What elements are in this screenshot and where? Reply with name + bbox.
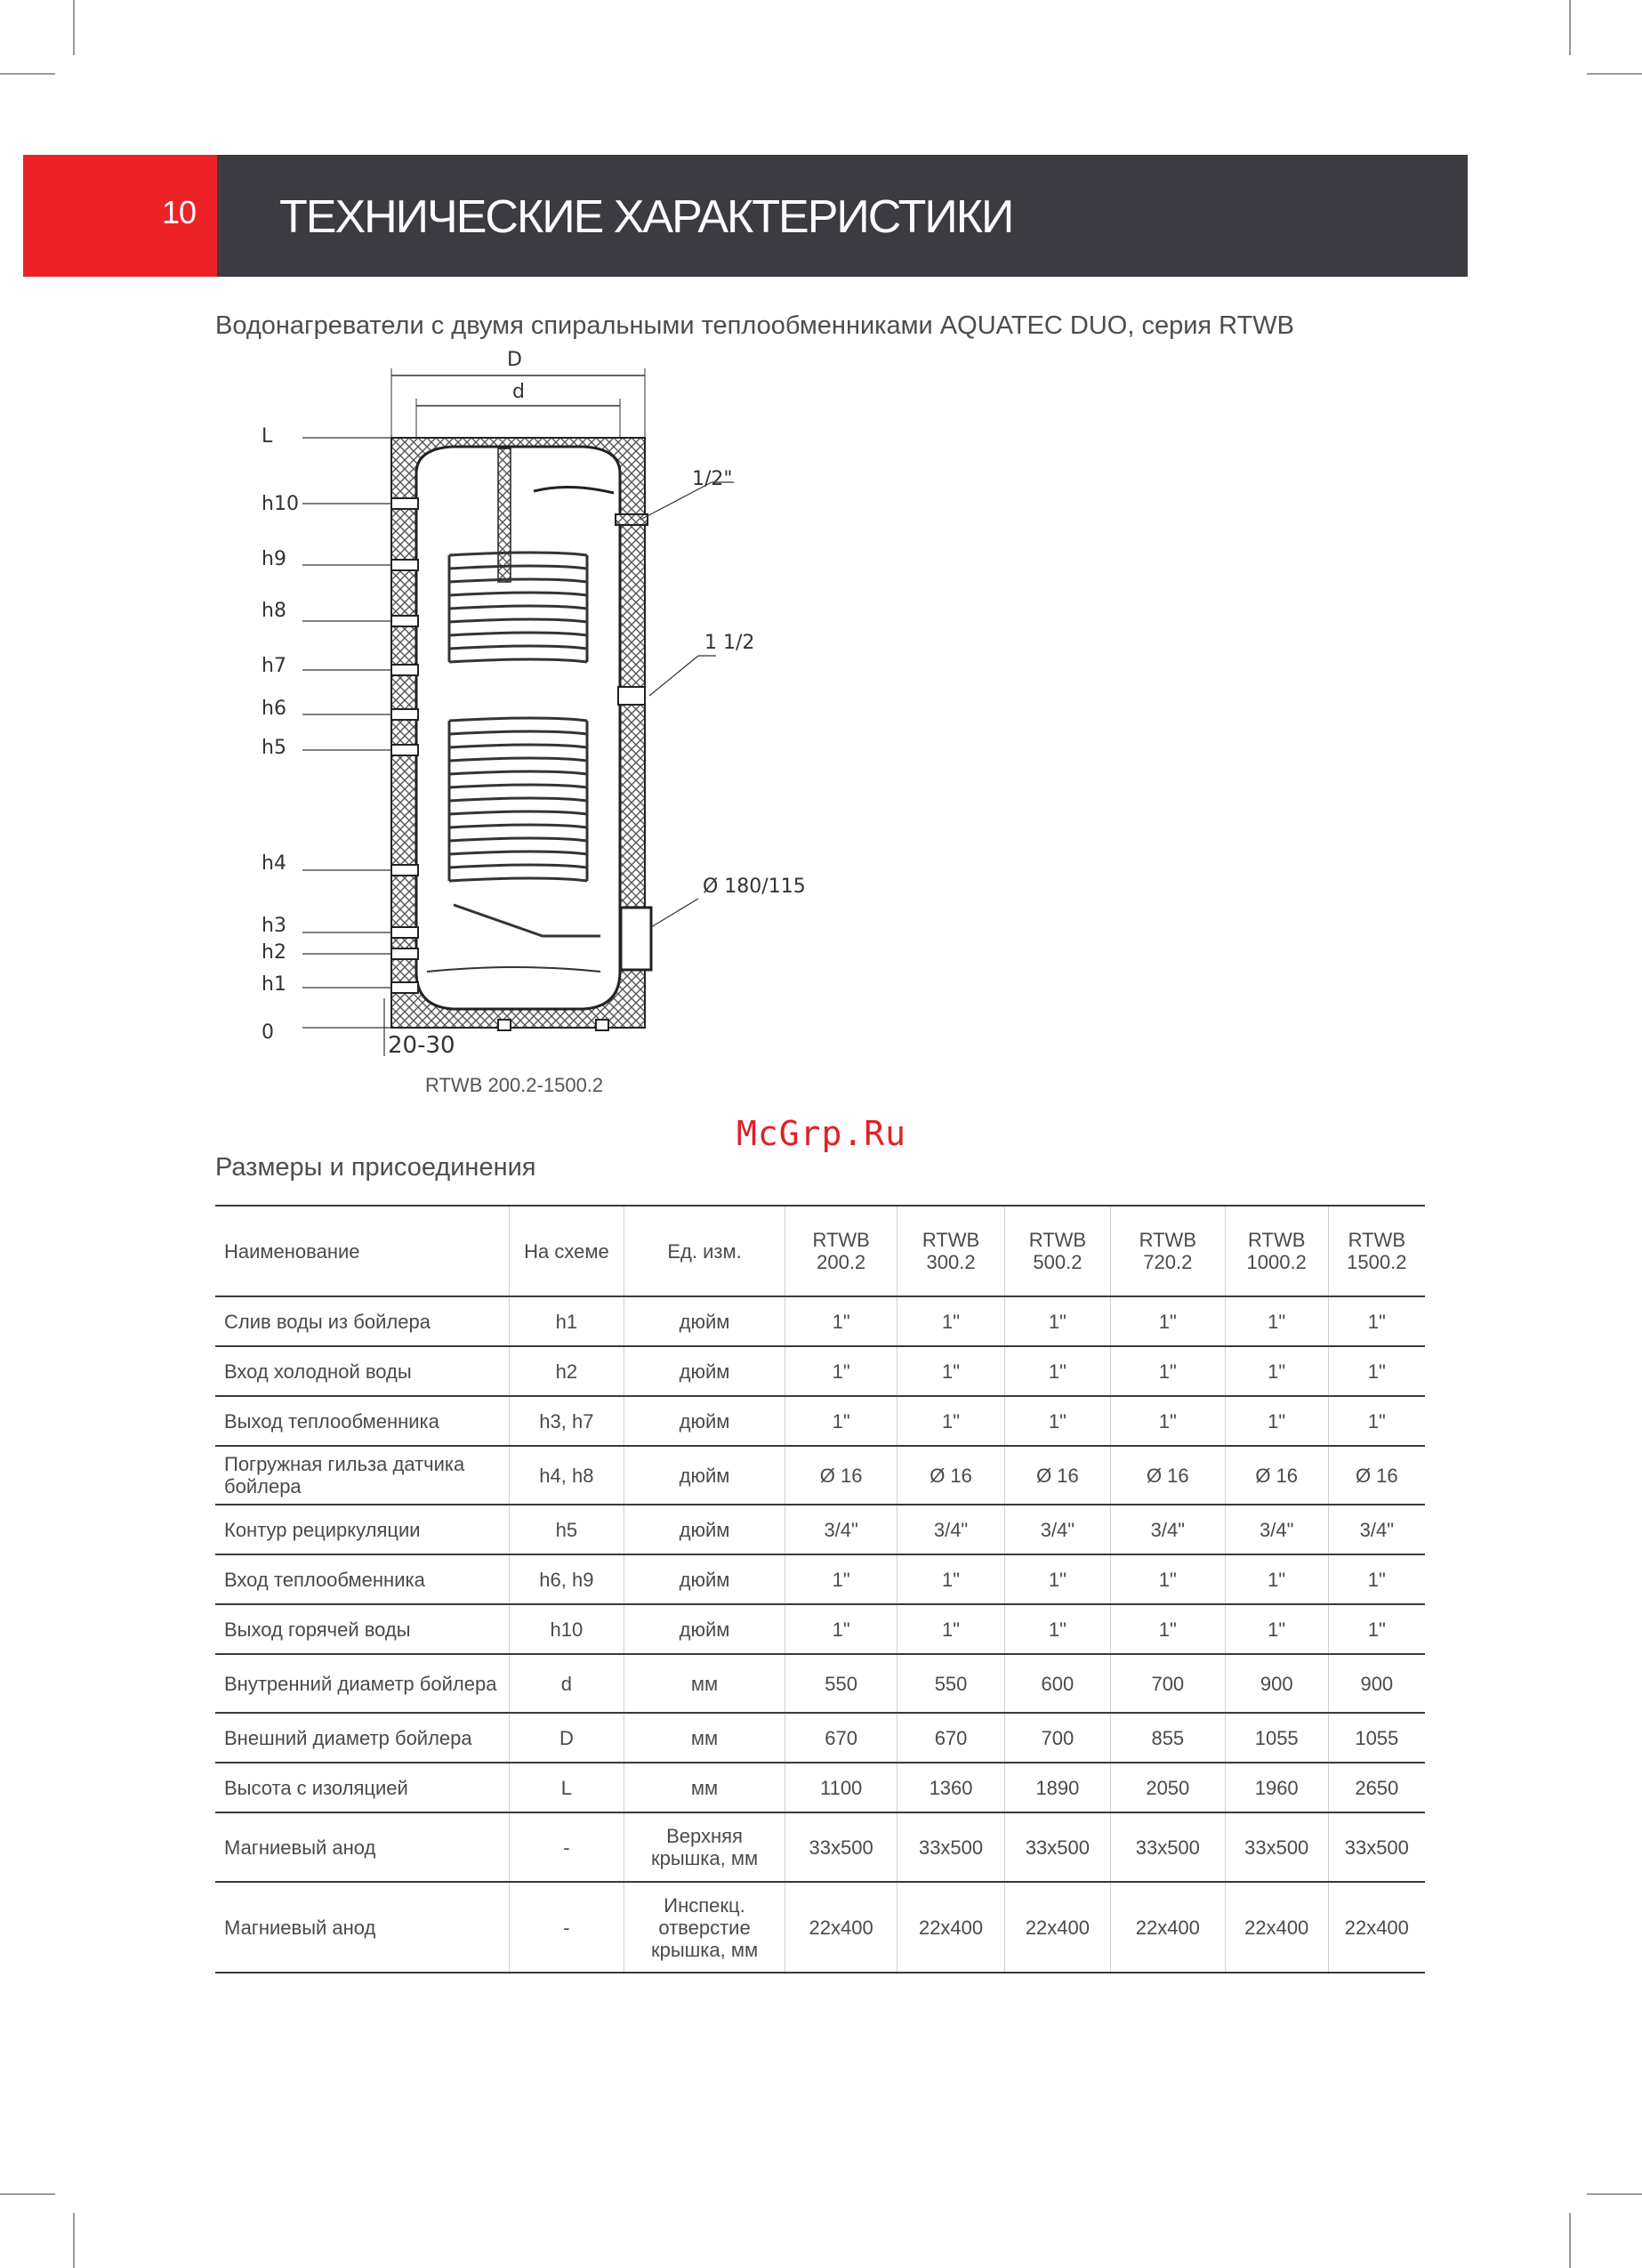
row-value: 1" [897,1346,1005,1396]
row-name: Выход теплообменника [215,1396,509,1446]
row-value: 33x500 [1328,1812,1425,1882]
header-model: RTWB 300.2 [897,1206,1005,1296]
row-name: Высота с изоляцией [215,1763,509,1812]
table-row [215,1654,1425,1713]
row-value: 1" [1004,1554,1110,1604]
row-value: 2650 [1328,1763,1425,1812]
row-value: 3/4" [1004,1505,1110,1554]
row-value: 1" [1110,1346,1225,1396]
row-value: 22x400 [1225,1882,1328,1973]
table-row [215,1396,1425,1446]
row-value: 1" [897,1554,1005,1604]
label-zero: 0 [262,1021,274,1044]
row-value: 2050 [1110,1763,1225,1812]
label-h10: h10 [262,493,299,515]
row-value: 3/4" [785,1505,897,1554]
row-value: 1" [785,1396,897,1446]
row-value: 1" [1004,1396,1110,1446]
crop-mark [1569,2213,1571,2268]
row-value: 1" [1004,1346,1110,1396]
row-value: Ø 16 [1328,1446,1425,1505]
label-h9: h9 [262,548,286,570]
row-name: Внутренний диаметр бойлера [215,1654,509,1713]
table-row [215,1505,1425,1554]
row-value: 1" [1225,1554,1328,1604]
table-row [215,1604,1425,1654]
row-value: 1" [1225,1296,1328,1346]
row-value: 670 [785,1713,897,1763]
row-unit: мм [624,1713,785,1763]
row-value: 900 [1328,1654,1425,1713]
row-value: 22x400 [785,1882,897,1973]
row-scheme: - [509,1882,624,1973]
row-value: 3/4" [1110,1505,1225,1554]
table-row [215,1554,1425,1604]
watermark: McGrp.Ru [736,1114,907,1153]
header-model: RTWB 500.2 [1004,1206,1110,1296]
row-value: Ø 16 [897,1446,1005,1505]
row-unit: мм [624,1763,785,1812]
row-unit: мм [624,1654,785,1713]
row-unit: дюйм [624,1296,785,1346]
row-value: 1" [1110,1604,1225,1654]
row-value: 1" [785,1346,897,1396]
row-value: Ø 16 [1004,1446,1110,1505]
row-unit: дюйм [624,1446,785,1505]
row-value: Ø 16 [785,1446,897,1505]
anode [498,448,511,582]
row-value: 1" [785,1554,897,1604]
page-header [23,155,1468,277]
row-unit: дюйм [624,1505,785,1554]
row-value: 1" [1328,1346,1425,1396]
page-title: ТЕХНИЧЕСКИЕ ХАРАКТЕРИСТИКИ [279,191,1013,243]
crop-mark [1569,0,1571,55]
header-name: Наименование [215,1206,509,1296]
table-row [215,1346,1425,1396]
row-value: 1" [1225,1604,1328,1654]
table-row [215,1812,1425,1882]
row-value: 1" [1328,1554,1425,1604]
label-h1: h1 [262,973,286,996]
row-value: 1" [1110,1554,1225,1604]
row-unit: дюйм [624,1396,785,1446]
crop-mark [0,2193,55,2195]
row-value: 1" [1004,1604,1110,1654]
row-unit: дюйм [624,1604,785,1654]
row-scheme: - [509,1812,624,1882]
title-bar [217,155,1468,277]
row-name: Слив воды из бойлера [215,1296,509,1346]
row-unit: Инспекц. отверстие крышка, мм [624,1882,785,1973]
table-row [215,1446,1425,1505]
specifications-table [215,1205,1425,1973]
row-value: 22x400 [897,1882,1005,1973]
table-header-row [215,1206,1425,1296]
row-scheme: h5 [509,1505,624,1554]
row-name: Контур рециркуляции [215,1505,509,1554]
row-scheme: L [509,1763,624,1812]
product-subtitle: Водонагреватели с двумя спиральными теплообменниками AQUATEC DUO, серия RTWB [215,311,1295,340]
height-leaders [302,438,391,1056]
row-value: 1" [1110,1296,1225,1346]
header-unit: Ед. изм. [624,1206,785,1296]
row-value: 1" [785,1604,897,1654]
header-model: RTWB 1500.2 [1328,1206,1425,1296]
header-scheme: На схеме [509,1206,624,1296]
row-value: 33x500 [1110,1812,1225,1882]
row-value: 1960 [1225,1763,1328,1812]
crop-mark [73,2213,75,2268]
row-scheme: h2 [509,1346,624,1396]
section-title: Размеры и присоединения [215,1153,536,1182]
row-value: 1360 [897,1763,1005,1812]
row-name: Вход холодной воды [215,1346,509,1396]
row-value: 1890 [1004,1763,1110,1812]
table-body [215,1296,1425,1973]
label-L: L [262,425,273,448]
row-name: Магниевый анод [215,1882,509,1973]
boiler-diagram [249,349,827,1114]
row-scheme: h6, h9 [509,1554,624,1604]
row-value: 1" [785,1296,897,1346]
label-offset: 20-30 [388,1032,455,1059]
row-value: 1" [1225,1396,1328,1446]
label-h5: h5 [262,737,286,759]
row-value: 900 [1225,1654,1328,1713]
table-row [215,1296,1425,1346]
label-d: d [512,381,525,403]
row-value: 1100 [785,1763,897,1812]
row-name: Магниевый анод [215,1812,509,1882]
row-value: 33x500 [1004,1812,1110,1882]
table-row [215,1763,1425,1812]
row-value: 1" [897,1296,1005,1346]
row-value: 22x400 [1328,1882,1425,1973]
table-row [215,1713,1425,1763]
inspection-flange [621,908,651,970]
row-value: 1" [897,1396,1005,1446]
row-scheme: D [509,1713,624,1763]
row-name: Вход теплообменника [215,1554,509,1604]
row-value: Ø 16 [1110,1446,1225,1505]
row-value: 1" [1225,1346,1328,1396]
label-h2: h2 [262,941,286,964]
label-h4: h4 [262,852,286,875]
row-name: Внешний диаметр бойлера [215,1713,509,1763]
table-row [215,1882,1425,1973]
row-scheme: h4, h8 [509,1446,624,1505]
row-value: Ø 16 [1225,1446,1328,1505]
boiler-drawing [249,349,827,1114]
label-h6: h6 [262,698,286,720]
label-h7: h7 [262,655,286,677]
label-flange: Ø 180/115 [703,876,806,898]
row-value: 22x400 [1110,1882,1225,1973]
crop-mark [1587,2193,1642,2195]
row-scheme: h10 [509,1604,624,1654]
row-value: 33x500 [897,1812,1005,1882]
row-value: 1" [1004,1296,1110,1346]
row-value: 1055 [1225,1713,1328,1763]
crop-mark [1587,73,1642,75]
label-h8: h8 [262,600,286,622]
label-h3: h3 [262,915,286,937]
label-half-inch: 1/2" [692,468,733,490]
row-name: Погружная гильза датчика бойлера [215,1446,509,1505]
row-value: 1" [1328,1396,1425,1446]
row-value: 33x500 [785,1812,897,1882]
page-number: 10 [161,194,196,230]
row-scheme: h3, h7 [509,1396,624,1446]
row-value: 3/4" [1225,1505,1328,1554]
crop-mark [0,73,55,75]
row-value: 1" [1328,1296,1425,1346]
crop-mark [73,0,75,55]
row-value: 33x500 [1225,1812,1328,1882]
row-unit: Верхняя крышка, мм [624,1812,785,1882]
row-value: 3/4" [1328,1505,1425,1554]
row-value: 670 [897,1713,1005,1763]
row-unit: дюйм [624,1346,785,1396]
row-value: 22x400 [1004,1882,1110,1973]
row-value: 1" [1110,1396,1225,1446]
row-scheme: h1 [509,1296,624,1346]
row-value: 1" [1328,1604,1425,1654]
row-value: 3/4" [897,1505,1005,1554]
row-value: 1055 [1328,1713,1425,1763]
diagram-caption: RTWB 200.2-1500.2 [425,1074,604,1096]
row-value: 1" [897,1604,1005,1654]
row-value: 700 [1004,1713,1110,1763]
row-scheme: d [509,1654,624,1713]
row-value: 550 [785,1654,897,1713]
header-model: RTWB 720.2 [1110,1206,1225,1296]
row-value: 700 [1110,1654,1225,1713]
tank-body [416,447,620,1009]
row-unit: дюйм [624,1554,785,1604]
row-value: 550 [897,1654,1005,1713]
label-D: D [507,349,522,371]
header-model: RTWB 1000.2 [1225,1206,1328,1296]
header-model: RTWB 200.2 [785,1206,897,1296]
row-name: Выход горячей воды [215,1604,509,1654]
page-number-box [23,155,217,277]
row-value: 855 [1110,1713,1225,1763]
row-value: 600 [1004,1654,1110,1713]
label-one-and-half: 1 1/2 [704,632,755,654]
